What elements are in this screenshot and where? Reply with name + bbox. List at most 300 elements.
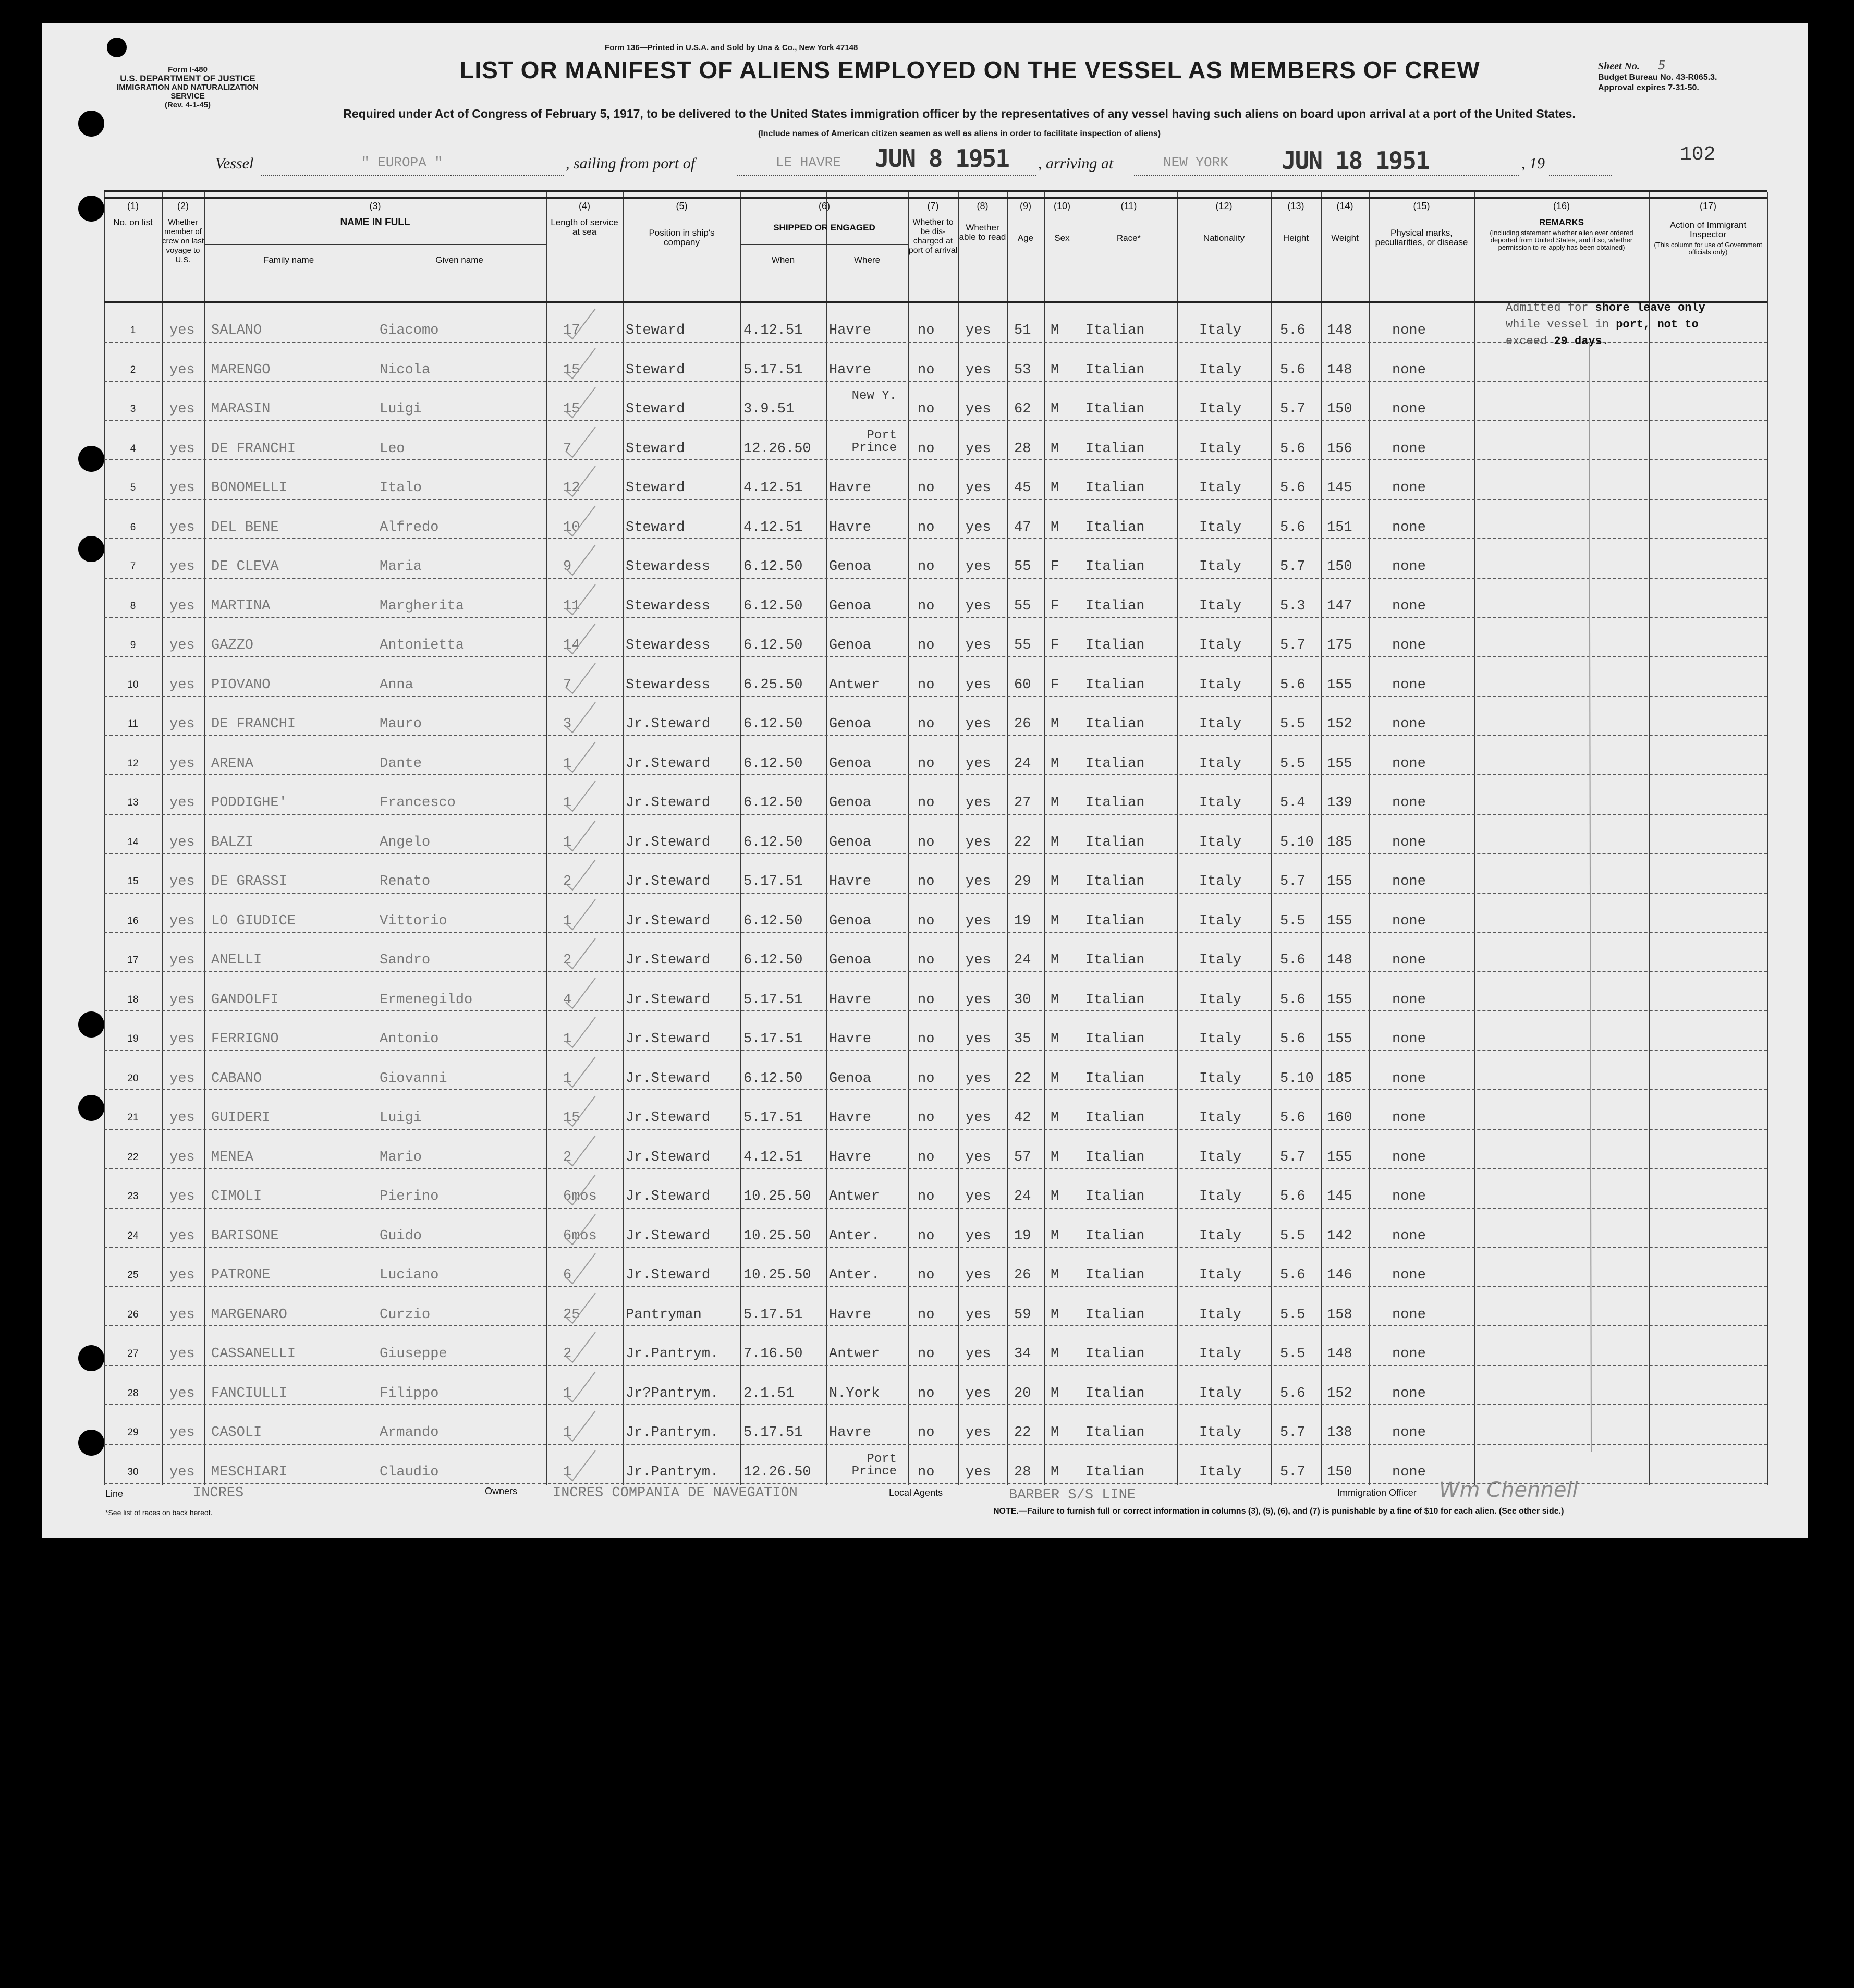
cell-family-name: BONOMELLI: [211, 480, 287, 496]
cell-family-name: LO GIUDICE: [211, 913, 296, 929]
cell-race: Italian: [1085, 1464, 1145, 1480]
row-rule: [104, 971, 1767, 972]
cell-height: 5.5: [1280, 1228, 1306, 1244]
line-number: 10: [127, 679, 139, 690]
cell-when: 5.17.51: [743, 1110, 803, 1126]
footer-line-label: Line: [105, 1489, 124, 1499]
cell-height: 5.6: [1280, 992, 1306, 1008]
col-num-3: (3): [369, 201, 381, 211]
form-revision: (Rev. 4-1-45): [164, 101, 211, 109]
check-mark-icon: [563, 1015, 600, 1052]
cell-age: 22: [1014, 834, 1031, 850]
cell-member: yes: [169, 401, 195, 417]
cell-height: 5.7: [1280, 401, 1306, 417]
cell-read: yes: [966, 323, 991, 338]
cell-race: Italian: [1085, 1189, 1145, 1204]
cell-read: yes: [966, 559, 991, 575]
cell-age: 59: [1014, 1307, 1031, 1323]
cell-length: 12: [563, 480, 580, 496]
cell-member: yes: [169, 1425, 195, 1441]
cell-sex: F: [1051, 677, 1059, 693]
line-number: 3: [130, 404, 136, 414]
cell-nationality: Italy: [1199, 441, 1242, 457]
cell-weight: 155: [1327, 913, 1352, 929]
cell-family-name: CASOLI: [211, 1425, 262, 1441]
cell-physical: none: [1392, 716, 1426, 732]
cell-when: 5.17.51: [743, 992, 803, 1008]
cell-discharged: no: [918, 834, 935, 850]
cell-given-name: Ermenegildo: [380, 992, 473, 1008]
cell-read: yes: [966, 401, 991, 417]
cell-member: yes: [169, 677, 195, 693]
approval-expiry: Approval expires 7-31-50.: [1598, 83, 1699, 92]
punch-hole: [78, 196, 104, 222]
cell-sex: M: [1051, 1031, 1059, 1047]
cell-length: 1: [563, 1031, 572, 1047]
cell-when: 6.12.50: [743, 559, 803, 575]
remark-line-3b: 29 days.: [1554, 335, 1609, 348]
line-number: 23: [127, 1191, 139, 1202]
cell-position: Stewardess: [626, 559, 711, 575]
row-rule: [104, 1325, 1767, 1326]
row-rule: [104, 1050, 1767, 1051]
row-rule: [104, 578, 1767, 579]
cell-given-name: Luciano: [380, 1267, 439, 1283]
cell-nationality: Italy: [1199, 755, 1242, 772]
header-name-in-full: NAME IN FULL: [340, 217, 410, 228]
cell-length: 6mos: [563, 1189, 597, 1204]
cell-when: 5.17.51: [743, 874, 803, 889]
line-number: 4: [130, 443, 136, 454]
cell-nationality: Italy: [1199, 1228, 1242, 1244]
footer-owners-value: INCRES COMPANIA DE NAVEGATION: [553, 1485, 798, 1501]
line-number: 8: [130, 600, 136, 612]
cell-given-name: Antonio: [380, 1031, 439, 1047]
cell-family-name: GANDOLFI: [211, 992, 279, 1008]
cell-read: yes: [966, 795, 991, 811]
cell-age: 27: [1014, 795, 1031, 811]
cell-height: 5.6: [1280, 362, 1306, 378]
cell-sex: M: [1051, 1228, 1059, 1244]
cell-physical: none: [1392, 1346, 1426, 1362]
cell-age: 24: [1014, 755, 1031, 772]
cell-when: 2.1.51: [743, 1385, 795, 1401]
cell-discharged: no: [918, 953, 935, 968]
cell-length: 15: [563, 362, 580, 378]
cell-sex: M: [1051, 1385, 1059, 1401]
cell-position: Jr.Steward: [626, 1070, 711, 1087]
punch-hole: [78, 1011, 104, 1038]
cell-sex: M: [1051, 1307, 1059, 1323]
cell-read: yes: [966, 1464, 991, 1480]
cell-member: yes: [169, 1464, 195, 1480]
cell-family-name: MARASIN: [211, 401, 271, 417]
cell-sex: M: [1051, 1070, 1059, 1087]
cell-weight: 152: [1327, 716, 1352, 732]
cell-nationality: Italy: [1199, 1070, 1242, 1087]
cell-where: Antwer: [829, 1346, 880, 1362]
cell-weight: 155: [1327, 1149, 1352, 1165]
cell-when: 12.26.50: [743, 441, 811, 457]
cell-physical: none: [1392, 638, 1426, 653]
cell-nationality: Italy: [1199, 362, 1242, 378]
cell-read: yes: [966, 1385, 991, 1401]
cell-family-name: DEL BENE: [211, 519, 279, 535]
cell-when: 6.12.50: [743, 913, 803, 929]
cell-member: yes: [169, 362, 195, 378]
cell-where: Genoa: [829, 559, 872, 575]
cell-race: Italian: [1085, 1228, 1145, 1244]
cell-physical: none: [1392, 755, 1426, 772]
line-number: 21: [127, 1112, 139, 1123]
cell-sex: M: [1051, 1464, 1059, 1480]
line-number: 29: [127, 1427, 139, 1438]
cell-height: 5.7: [1280, 1464, 1306, 1480]
footer-agents-label: Local Agents: [889, 1487, 943, 1498]
line-number: 12: [127, 758, 139, 769]
col-num-10: (10): [1053, 201, 1070, 211]
cell-family-name: CABANO: [211, 1070, 262, 1087]
cell-weight: 148: [1327, 362, 1352, 378]
cell-when: 6.25.50: [743, 677, 803, 693]
cell-where: Genoa: [829, 716, 872, 732]
cell-family-name: DE FRANCHI: [211, 716, 296, 732]
col-num-7: (7): [927, 201, 939, 211]
cell-race: Italian: [1085, 992, 1145, 1008]
page-title: LIST OR MANIFEST OF ALIENS EMPLOYED ON THE VESSEL AS MEMBERS OF CREW: [459, 56, 1480, 83]
col-num-12: (12): [1215, 201, 1233, 211]
cell-age: 60: [1014, 677, 1031, 693]
cell-nationality: Italy: [1199, 1464, 1242, 1480]
cell-where: Havre: [829, 1149, 872, 1165]
cell-when: 4.12.51: [743, 1149, 803, 1165]
row-rule: [104, 853, 1767, 854]
header-physical: Physical marks, peculiarities, or disease: [1375, 228, 1468, 247]
cell-age: 22: [1014, 1070, 1031, 1087]
check-mark-icon: [563, 582, 600, 619]
cell-read: yes: [966, 1267, 991, 1283]
cell-given-name: Filippo: [380, 1385, 439, 1401]
cell-given-name: Giuseppe: [380, 1346, 447, 1362]
cell-age: 53: [1014, 362, 1031, 378]
cell-length: 15: [563, 1110, 580, 1126]
cell-family-name: PATRONE: [211, 1267, 271, 1283]
cell-height: 5.5: [1280, 716, 1306, 732]
cell-family-name: MARENGO: [211, 362, 271, 378]
cell-height: 5.6: [1280, 1189, 1306, 1204]
cell-height: 5.6: [1280, 519, 1306, 535]
cell-given-name: Dante: [380, 755, 422, 772]
header-race: Race*: [1116, 233, 1141, 243]
col-num-15: (15): [1413, 201, 1430, 211]
check-mark-icon: [563, 425, 600, 461]
cell-read: yes: [966, 638, 991, 653]
department-name: U.S. DEPARTMENT OF JUSTICE: [120, 74, 255, 83]
cell-member: yes: [169, 874, 195, 889]
cell-length: 2: [563, 874, 572, 889]
cell-height: 5.6: [1280, 441, 1306, 457]
cell-discharged: no: [918, 1031, 935, 1047]
line-number: 11: [128, 718, 138, 729]
cell-physical: none: [1392, 1031, 1426, 1047]
check-mark-icon: [563, 1094, 600, 1130]
cell-sex: M: [1051, 362, 1059, 378]
line-number: 30: [127, 1466, 139, 1478]
check-mark-icon: [563, 1409, 600, 1445]
cell-height: 5.5: [1280, 755, 1306, 772]
cell-weight: 139: [1327, 795, 1352, 811]
cell-given-name: Alfredo: [380, 519, 439, 535]
cell-when: 6.12.50: [743, 638, 803, 653]
cell-physical: none: [1392, 1110, 1426, 1126]
cell-weight: 155: [1327, 1031, 1352, 1047]
cell-age: 20: [1014, 1385, 1031, 1401]
cell-length: 1: [563, 913, 572, 929]
cell-read: yes: [966, 1149, 991, 1165]
cell-family-name: CASSANELLI: [211, 1346, 296, 1362]
vessel-label: Vessel: [215, 155, 254, 172]
check-mark-icon: [563, 1251, 600, 1288]
cell-read: yes: [966, 992, 991, 1008]
cell-family-name: FERRIGNO: [211, 1031, 279, 1047]
cell-weight: 151: [1327, 519, 1352, 535]
cell-when: 5.17.51: [743, 1425, 803, 1441]
cell-nationality: Italy: [1199, 323, 1242, 338]
page-number: 102: [1680, 143, 1716, 166]
line-number: 17: [127, 955, 139, 966]
cell-given-name: Nicola: [380, 362, 431, 378]
cell-read: yes: [966, 1346, 991, 1362]
line-number: 20: [127, 1072, 139, 1084]
cell-race: Italian: [1085, 755, 1145, 772]
cell-where: Genoa: [829, 638, 872, 653]
line-number: 6: [130, 521, 136, 533]
cell-discharged: no: [918, 1228, 935, 1244]
sheet-number-block: [1598, 60, 1717, 93]
cell-length: 1: [563, 1385, 572, 1401]
cell-age: 42: [1014, 1110, 1031, 1126]
budget-bureau: Budget Bureau No. 43-R065.3.: [1598, 73, 1717, 82]
cell-when: 10.25.50: [743, 1228, 811, 1244]
cell-nationality: Italy: [1199, 992, 1242, 1008]
cell-weight: 155: [1327, 992, 1352, 1008]
cell-read: yes: [966, 716, 991, 732]
cell-family-name: BARISONE: [211, 1228, 279, 1244]
cell-member: yes: [169, 913, 195, 929]
line-number: 25: [127, 1270, 139, 1280]
form-identifier: [102, 65, 274, 109]
cell-read: yes: [966, 677, 991, 693]
cell-nationality: Italy: [1199, 1346, 1242, 1362]
arriving-label: , arriving at: [1038, 155, 1114, 172]
cell-race: Italian: [1085, 1307, 1145, 1323]
cell-nationality: Italy: [1199, 1149, 1242, 1165]
line-number: 2: [130, 364, 136, 375]
departure-stamp: JUN 8 1951: [875, 144, 1009, 173]
cell-position: Steward: [626, 480, 685, 496]
cell-height: 5.6: [1280, 1385, 1306, 1401]
cell-sex: M: [1051, 1267, 1059, 1283]
cell-given-name: Pierino: [380, 1189, 439, 1204]
cell-member: yes: [169, 598, 195, 614]
cell-read: yes: [966, 480, 991, 496]
cell-physical: none: [1392, 1267, 1426, 1283]
cell-physical: none: [1392, 1189, 1426, 1204]
cell-when: 6.12.50: [743, 716, 803, 732]
cell-position: Jr?Pantrym.: [626, 1385, 719, 1401]
check-mark-icon: [563, 621, 600, 658]
cell-length: 7: [563, 441, 572, 457]
cell-where: Anter.: [829, 1228, 880, 1244]
cell-weight: 150: [1327, 401, 1352, 417]
check-mark-icon: [563, 1370, 600, 1406]
cell-position: Jr.Pantrym.: [626, 1464, 719, 1480]
cell-length: 15: [563, 401, 580, 417]
header-discharged: Whether to be dis-charged at port of arrival: [908, 218, 958, 255]
check-mark-icon: [563, 504, 600, 540]
cell-race: Italian: [1085, 638, 1145, 653]
cell-nationality: Italy: [1199, 1267, 1242, 1283]
cell-weight: 138: [1327, 1425, 1352, 1441]
cell-read: yes: [966, 953, 991, 968]
cell-member: yes: [169, 480, 195, 496]
cell-nationality: Italy: [1199, 716, 1242, 732]
row-rule: [104, 1208, 1767, 1209]
cell-position: Jr.Steward: [626, 1110, 711, 1126]
cell-given-name: Guido: [380, 1228, 422, 1244]
cell-discharged: no: [918, 401, 935, 417]
cell-where: Havre: [829, 323, 872, 338]
cell-read: yes: [966, 874, 991, 889]
cell-read: yes: [966, 834, 991, 850]
row-rule: [104, 774, 1767, 775]
cell-when: 4.12.51: [743, 323, 803, 338]
cell-given-name: Vittorio: [380, 913, 447, 929]
cell-race: Italian: [1085, 874, 1145, 889]
check-mark-icon: [563, 464, 600, 501]
line-number: 16: [127, 915, 139, 926]
footer-note: NOTE.—Failure to furnish full or correct information in columns (3), (5), (6), and (7) is punishable by a fine of $10 for each alien. (See other side.): [993, 1507, 1564, 1516]
cell-length: 2: [563, 953, 572, 968]
cell-physical: none: [1392, 401, 1426, 417]
header-nationality: Nationality: [1203, 233, 1245, 243]
cell-height: 5.6: [1280, 953, 1306, 968]
cell-given-name: Giovanni: [380, 1070, 447, 1087]
cell-read: yes: [966, 1070, 991, 1087]
cell-where: Havre: [829, 1307, 872, 1323]
line-number: 1: [130, 325, 136, 336]
cell-where: Anter.: [829, 1267, 880, 1283]
row-rule: [104, 893, 1767, 894]
sheet-label: Sheet No.: [1598, 60, 1640, 72]
row-rule: [104, 499, 1767, 500]
cell-discharged: no: [918, 480, 935, 496]
cell-family-name: GAZZO: [211, 638, 254, 653]
cell-read: yes: [966, 1425, 991, 1441]
cell-physical: none: [1392, 834, 1426, 850]
cell-sex: M: [1051, 755, 1059, 772]
cell-when: 12.26.50: [743, 1464, 811, 1480]
cell-height: 5.6: [1280, 1031, 1306, 1047]
remark-line-2b: port, not to: [1616, 318, 1699, 331]
row-rule: [104, 696, 1767, 697]
col-num-9: (9): [1020, 201, 1031, 211]
manifest-sheet: [42, 23, 1808, 1538]
cell-member: yes: [169, 1149, 195, 1165]
cell-weight: 150: [1327, 1464, 1352, 1480]
cell-physical: none: [1392, 1464, 1426, 1480]
cell-family-name: DE GRASSI: [211, 874, 287, 889]
punch-hole: [107, 38, 127, 57]
cell-member: yes: [169, 441, 195, 457]
cell-position: Jr.Steward: [626, 953, 711, 968]
cell-family-name: MESCHIARI: [211, 1464, 287, 1480]
header-age: Age: [1017, 233, 1034, 243]
col-num-6: (6): [819, 201, 830, 211]
col-num-2: (2): [177, 201, 189, 211]
cell-length: 1: [563, 795, 572, 811]
header-action: Action of Immigrant Inspector: [1669, 220, 1747, 239]
cell-read: yes: [966, 519, 991, 535]
cell-discharged: no: [918, 874, 935, 889]
check-mark-icon: [563, 740, 600, 776]
port-from: LE HAVRE: [776, 155, 841, 170]
cell-family-name: DE FRANCHI: [211, 441, 296, 457]
cell-height: 5.3: [1280, 598, 1306, 614]
line-number: 5: [130, 482, 136, 493]
cell-position: Jr.Steward: [626, 1189, 711, 1204]
cell-given-name: Renato: [380, 874, 431, 889]
cell-where: Antwer: [829, 677, 880, 693]
cell-race: Italian: [1085, 480, 1145, 496]
header-length: Length of service at sea: [551, 217, 618, 237]
cell-member: yes: [169, 1110, 195, 1126]
cell-given-name: Margherita: [380, 598, 465, 614]
cell-given-name: Armando: [380, 1425, 439, 1441]
cell-race: Italian: [1085, 441, 1145, 457]
cell-physical: none: [1392, 992, 1426, 1008]
cell-race: Italian: [1085, 716, 1145, 732]
cell-discharged: no: [918, 677, 935, 693]
row-rule: [104, 617, 1767, 618]
requirement-statement: Required under Act of Congress of February 5, 1917, to be delivered to the United States immigration officer by the representatives of any vessel having such aliens on board upon arrival at a port of the United States.: [343, 107, 1576, 120]
cell-member: yes: [169, 1267, 195, 1283]
cell-discharged: no: [918, 519, 935, 535]
service-name: IMMIGRATION AND NATURALIZATION SERVICE: [117, 83, 259, 101]
cell-weight: 155: [1327, 874, 1352, 889]
cell-family-name: GUIDERI: [211, 1110, 271, 1126]
cell-position: Jr.Pantrym.: [626, 1346, 719, 1362]
cell-nationality: Italy: [1199, 1307, 1242, 1323]
cell-age: 26: [1014, 1267, 1031, 1283]
header-read: Whether able to read: [959, 223, 1006, 242]
col-num-17: (17): [1699, 201, 1716, 211]
cell-age: 30: [1014, 992, 1031, 1008]
row-rule: [104, 656, 1767, 657]
cell-member: yes: [169, 834, 195, 850]
cell-height: 5.7: [1280, 1149, 1306, 1165]
port-to: NEW YORK: [1163, 155, 1228, 170]
cell-weight: 148: [1327, 953, 1352, 968]
cell-sex: M: [1051, 913, 1059, 929]
cell-age: 24: [1014, 1189, 1031, 1204]
punch-hole: [78, 1430, 104, 1456]
cell-age: 29: [1014, 874, 1031, 889]
remark-line-3a: exceed: [1506, 335, 1554, 348]
check-mark-icon: [563, 385, 600, 422]
cell-sex: M: [1051, 716, 1059, 732]
cell-age: 35: [1014, 1031, 1031, 1047]
